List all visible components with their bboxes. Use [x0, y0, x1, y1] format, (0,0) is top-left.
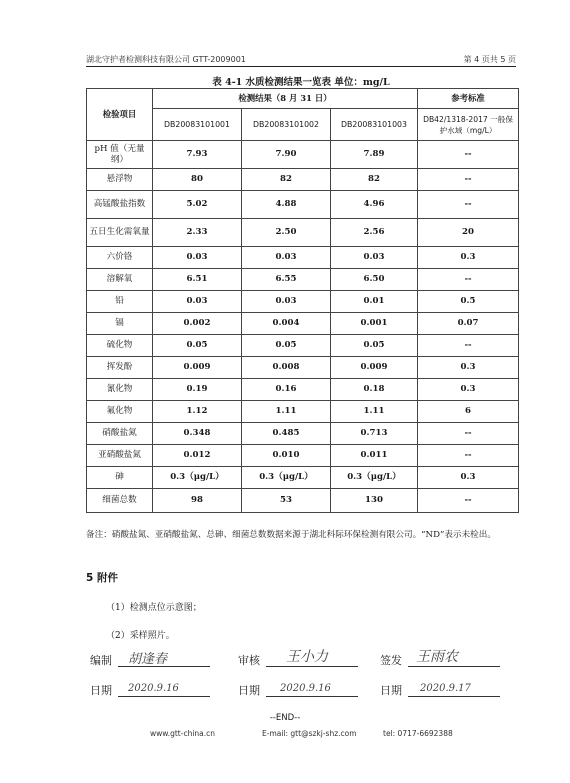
table-cell-item: 砷	[87, 467, 153, 489]
header-company: 湖北守护者检测科技有限公司 GTT-2009001	[86, 55, 246, 64]
header-page-info: 第 4 页共 5 页	[463, 55, 516, 64]
col-results-header: 检测结果（8 月 31 日）	[153, 89, 418, 109]
table-cell-value: 98	[153, 489, 242, 513]
table-cell-value: 6.51	[153, 269, 242, 291]
table-cell-value: 0.004	[242, 313, 331, 335]
table-cell-value: 0.3（μg/L）	[331, 467, 418, 489]
table-cell-standard: --	[418, 269, 519, 291]
issue-date: 2020.9.17	[420, 683, 471, 694]
compile-date-line	[118, 696, 210, 697]
table-cell-value: 0.03	[153, 247, 242, 269]
table-cell-standard: --	[418, 445, 519, 467]
table-row	[87, 247, 519, 269]
issue-date-label: 日期	[380, 684, 402, 697]
table-cell-value: 6.55	[242, 269, 331, 291]
table-row	[87, 379, 519, 401]
water-quality-table	[86, 88, 519, 513]
table-row	[87, 313, 519, 335]
table-cell-value: 0.009	[331, 357, 418, 379]
table-row	[87, 445, 519, 467]
table-cell-item: 镉	[87, 313, 153, 335]
table-cell-value: 0.348	[153, 423, 242, 445]
issue-signature: 王雨农	[416, 649, 458, 665]
table-row	[87, 335, 519, 357]
table-row	[87, 467, 519, 489]
table-row	[87, 141, 519, 169]
table-cell-standard: 0.07	[418, 313, 519, 335]
table-cell-value: 1.11	[242, 401, 331, 423]
table-row	[87, 169, 519, 191]
table-cell-item: 六价铬	[87, 247, 153, 269]
section-title: 5 附件	[86, 572, 118, 584]
issue-label: 签发	[380, 654, 402, 667]
table-cell-value: 0.05	[153, 335, 242, 357]
table-cell-value: 4.88	[242, 191, 331, 219]
table-cell-standard: 0.3	[418, 379, 519, 401]
table-cell-value: 0.03	[242, 247, 331, 269]
table-caption: 表 4-1 水质检测结果一览表 单位：mg/L	[212, 77, 390, 88]
table-row	[87, 357, 519, 379]
review-label: 审核	[238, 654, 260, 667]
table-cell-value: 82	[242, 169, 331, 191]
sample-id-2: DB20083101002	[242, 109, 331, 141]
table-cell-value: 82	[331, 169, 418, 191]
table-cell-value: 0.03	[153, 291, 242, 313]
table-cell-item: 铅	[87, 291, 153, 313]
footer-tel: tel: 0717-6692388	[383, 729, 453, 738]
table-cell-item: 硝酸盐氮	[87, 423, 153, 445]
table-cell-value: 0.3（μg/L）	[242, 467, 331, 489]
table-cell-value: 130	[331, 489, 418, 513]
table-cell-value: 0.18	[331, 379, 418, 401]
compile-signature: 胡逢春	[128, 652, 168, 667]
table-cell-value: 0.011	[331, 445, 418, 467]
review-date-line	[266, 696, 358, 697]
table-cell-value: 0.012	[153, 445, 242, 467]
table-cell-standard: 0.3	[418, 357, 519, 379]
table-cell-standard: 0.5	[418, 291, 519, 313]
table-cell-value: 0.010	[242, 445, 331, 467]
footer-email: E-mail: gtt@szkj-shz.com	[262, 729, 357, 738]
table-cell-value: 2.50	[242, 219, 331, 247]
attachment-item-1: （1）检测点位示意图；	[106, 603, 202, 613]
table-cell-value: 5.02	[153, 191, 242, 219]
compile-date: 2020.9.16	[128, 683, 179, 694]
table-note: 备注：硝酸盐氮、亚硝酸盐氮、总砷、细菌总数数据来源于湖北科际环保检测有限公司。“ND”表示未检出。	[86, 530, 496, 540]
sample-id-1: DB20083101001	[153, 109, 242, 141]
table-cell-item: 高锰酸盐指数	[87, 191, 153, 219]
table-row	[87, 191, 519, 219]
compile-label: 编制	[90, 654, 112, 667]
table-row	[87, 401, 519, 423]
table-cell-value: 7.89	[331, 141, 418, 169]
table-cell-value: 0.03	[242, 291, 331, 313]
review-line	[266, 666, 358, 667]
table-cell-value: 0.485	[242, 423, 331, 445]
table-cell-value: 0.16	[242, 379, 331, 401]
table-cell-value: 0.001	[331, 313, 418, 335]
table-cell-item: 五日生化需氧量	[87, 219, 153, 247]
table-cell-value: 0.002	[153, 313, 242, 335]
table-cell-value: 7.90	[242, 141, 331, 169]
table-cell-standard: 0.3	[418, 247, 519, 269]
table-cell-value: 7.93	[153, 141, 242, 169]
table-row	[87, 423, 519, 445]
review-date: 2020.9.16	[280, 683, 331, 694]
col-item-header: 检验项目	[87, 89, 153, 141]
table-cell-standard: 20	[418, 219, 519, 247]
table-cell-value: 53	[242, 489, 331, 513]
sample-id-3: DB20083101003	[331, 109, 418, 141]
table-cell-value: 0.05	[242, 335, 331, 357]
table-cell-value: 0.713	[331, 423, 418, 445]
issue-date-line	[408, 696, 500, 697]
table-cell-value: 1.12	[153, 401, 242, 423]
table-cell-value: 0.05	[331, 335, 418, 357]
table-cell-value: 0.009	[153, 357, 242, 379]
table-cell-value: 0.03	[331, 247, 418, 269]
table-cell-item: 溶解氧	[87, 269, 153, 291]
table-cell-item: 细菌总数	[87, 489, 153, 513]
table-cell-item: pH 值（无量纲）	[87, 141, 153, 169]
table-cell-item: 亚硝酸盐氮	[87, 445, 153, 467]
table-cell-item: 挥发酚	[87, 357, 153, 379]
compile-date-label: 日期	[90, 684, 112, 697]
table-row	[87, 219, 519, 247]
issue-line	[408, 666, 500, 667]
page-header	[86, 52, 516, 67]
table-cell-standard: 6	[418, 401, 519, 423]
table-cell-item: 氟化物	[87, 401, 153, 423]
table-cell-value: 0.008	[242, 357, 331, 379]
table-cell-value: 80	[153, 169, 242, 191]
table-cell-standard: 0.3	[418, 467, 519, 489]
standard-name: DB42/1318-2017 一般保护水域（mg/L）	[418, 109, 519, 141]
attachment-item-2: （2）采样照片。	[106, 631, 175, 641]
table-cell-value: 0.19	[153, 379, 242, 401]
table-cell-item: 氰化物	[87, 379, 153, 401]
table-cell-standard: --	[418, 423, 519, 445]
table-cell-item: 硫化物	[87, 335, 153, 357]
table-cell-value: 6.50	[331, 269, 418, 291]
table-cell-value: 2.56	[331, 219, 418, 247]
col-standard-header: 参考标准	[418, 89, 519, 109]
table-cell-standard: --	[418, 489, 519, 513]
review-signature: 王小力	[286, 649, 328, 665]
table-cell-value: 1.11	[331, 401, 418, 423]
table-cell-item: 悬浮物	[87, 169, 153, 191]
table-row	[87, 489, 519, 513]
table-cell-standard: --	[418, 191, 519, 219]
footer-website: www.gtt-china.cn	[150, 729, 216, 738]
table-cell-standard: --	[418, 169, 519, 191]
table-cell-value: 0.3（μg/L）	[153, 467, 242, 489]
table-cell-standard: --	[418, 335, 519, 357]
table-row	[87, 291, 519, 313]
end-marker: --END--	[269, 713, 301, 723]
table-row	[87, 269, 519, 291]
table-cell-standard: --	[418, 141, 519, 169]
table-cell-value: 4.96	[331, 191, 418, 219]
table-cell-value: 0.01	[331, 291, 418, 313]
table-cell-value: 2.33	[153, 219, 242, 247]
review-date-label: 日期	[238, 684, 260, 697]
